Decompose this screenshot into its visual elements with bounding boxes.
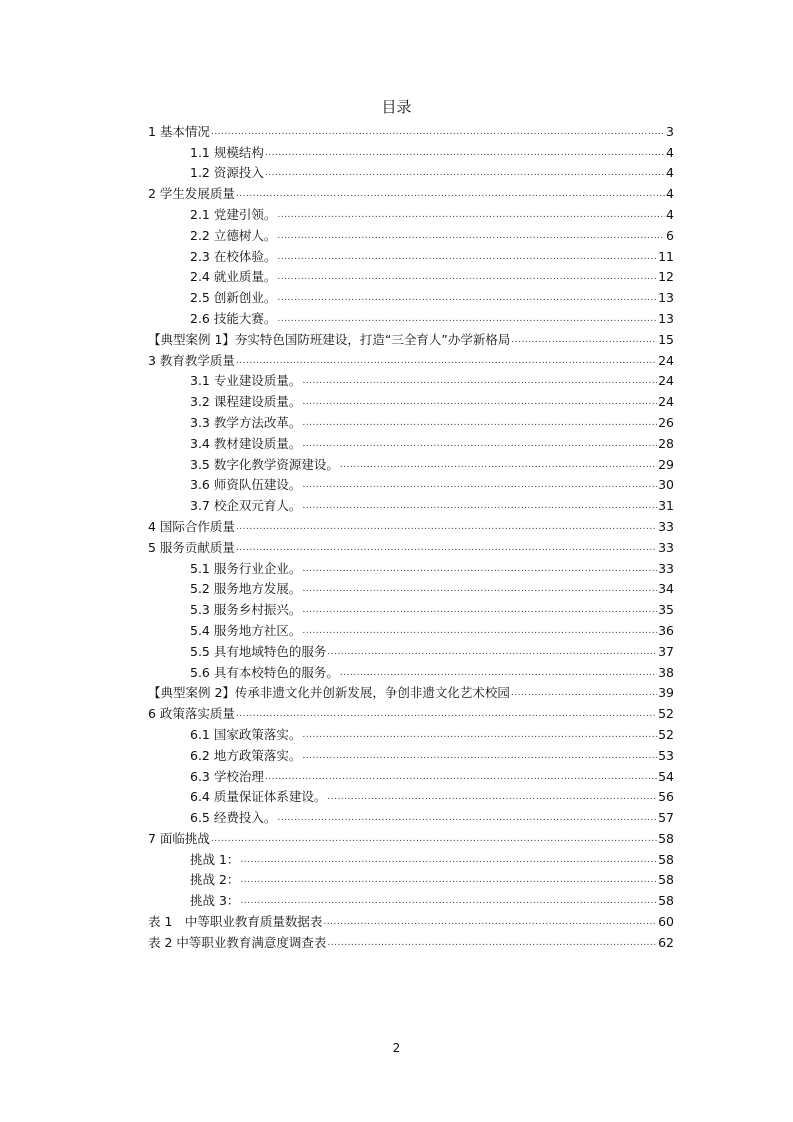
toc-entry-page: 58 [658,830,674,846]
toc-entry-page: 4 [666,144,674,160]
toc-entry-page: 54 [658,768,674,784]
toc-entry[interactable] [148,202,674,223]
toc-entry[interactable] [148,639,674,660]
toc-entry[interactable] [148,493,674,514]
toc-entry[interactable] [148,701,674,722]
toc-entry[interactable] [148,369,674,390]
toc-entry[interactable] [148,785,674,806]
toc-leader-dots [327,793,657,802]
toc-entry-page: 24 [658,352,674,368]
toc-entry-page: 52 [658,706,674,722]
toc-entry[interactable] [148,847,674,868]
toc-leader-dots [323,918,657,927]
table-of-contents [148,119,674,951]
toc-entry[interactable] [148,348,674,369]
toc-entry-label: 6.2 地方政策落实。 [190,747,302,763]
toc-entry-label: 3.2 课程建设质量。 [190,394,302,410]
toc-leader-dots [236,523,657,532]
toc-entry-page: 12 [658,269,674,285]
toc-leader-dots [236,357,657,366]
toc-entry-label: 3 教育教学质量 [148,352,235,368]
toc-entry-label: 2.4 就业质量。 [190,269,277,285]
toc-leader-dots [302,481,657,490]
toc-entry[interactable] [148,577,674,598]
toc-entry-label: 1 基本情况 [148,123,210,139]
toc-entry-page: 11 [658,248,674,264]
toc-entry-page: 3 [666,123,674,139]
toc-entry-page: 33 [658,560,674,576]
toc-entry[interactable] [148,223,674,244]
toc-entry-page: 26 [658,414,674,430]
toc-leader-dots [277,814,657,823]
toc-entry[interactable] [148,306,674,327]
toc-leader-dots [302,419,657,428]
toc-entry-page: 13 [658,290,674,306]
toc-title: 目录 [381,98,412,116]
toc-entry-label: 挑战 1： [190,851,240,867]
page-number: 2 [392,1041,401,1055]
toc-entry-label: 3.1 专业建设质量。 [190,373,302,389]
toc-entry-page: 13 [658,310,674,326]
toc-entry[interactable] [148,285,674,306]
toc-entry-page: 31 [658,498,674,514]
toc-entry[interactable] [148,181,674,202]
toc-entry[interactable] [148,722,674,743]
toc-entry-page: 33 [658,539,674,555]
toc-entry-page: 58 [658,851,674,867]
toc-entry-page: 33 [658,518,674,534]
toc-entry[interactable] [148,514,674,535]
toc-entry[interactable] [148,265,674,286]
toc-entry[interactable] [148,119,674,140]
toc-leader-dots [240,876,657,885]
toc-entry[interactable] [148,452,674,473]
toc-entry-label: 3.6 师资队伍建设。 [190,477,302,493]
toc-leader-dots [302,731,657,740]
toc-leader-dots [236,190,665,199]
toc-entry-label: 2.1 党建引领。 [190,206,277,222]
toc-entry-label: 3.4 教材建设质量。 [190,435,302,451]
toc-entry[interactable] [148,473,674,494]
toc-entry-page: 4 [666,206,674,222]
toc-leader-dots [340,669,657,678]
toc-leader-dots [240,856,657,865]
toc-leader-dots [302,398,657,407]
toc-leader-dots [277,294,657,303]
toc-entry-label: 2.6 技能大赛。 [190,310,277,326]
toc-leader-dots [302,752,657,761]
toc-entry-label: 3.5 数字化教学资源建设。 [190,456,339,472]
toc-entry-page: 30 [658,477,674,493]
toc-leader-dots [511,336,657,345]
toc-entry[interactable] [148,930,674,951]
toc-entry-page: 58 [658,893,674,909]
toc-entry[interactable] [148,743,674,764]
toc-leader-dots [277,253,657,262]
toc-entry[interactable] [148,410,674,431]
toc-leader-dots [265,773,657,782]
toc-entry-page: 62 [658,934,674,950]
toc-entry-label: 【典型案例 2】传承非遗文化并创新发展，争创非遗文化艺术校园 [148,685,510,701]
toc-leader-dots [265,169,665,178]
toc-entry-page: 6 [666,227,674,243]
toc-entry-page: 29 [658,456,674,472]
toc-entry[interactable] [148,868,674,889]
toc-entry-page: 36 [658,622,674,638]
toc-entry-page: 57 [658,810,674,826]
toc-entry-label: 5.1 服务行业企业。 [190,560,302,576]
toc-leader-dots [277,232,665,241]
toc-entry-label: 5.5 具有地域特色的服务 [190,643,327,659]
toc-entry-label: 2.2 立德树人。 [190,227,277,243]
toc-leader-dots [302,585,657,594]
toc-entry[interactable] [148,327,674,348]
toc-entry-page: 4 [666,165,674,181]
toc-leader-dots [302,440,657,449]
toc-leader-dots [302,502,657,511]
toc-leader-dots [511,689,657,698]
toc-leader-dots [302,606,657,615]
toc-entry-page: 34 [658,581,674,597]
toc-entry-label: 5.4 服务地方社区。 [190,622,302,638]
toc-entry-page: 28 [658,435,674,451]
toc-entry-page: 58 [658,872,674,888]
toc-entry-label: 挑战 2： [190,872,240,888]
toc-leader-dots [240,897,657,906]
toc-entry[interactable] [148,161,674,182]
toc-entry[interactable] [148,389,674,410]
toc-entry-page: 38 [658,664,674,680]
toc-entry[interactable] [148,764,674,785]
toc-entry-label: 3.7 校企双元育人。 [190,498,302,514]
toc-leader-dots [211,128,665,137]
toc-entry[interactable] [148,140,674,161]
toc-entry-label: 挑战 3： [190,893,240,909]
toc-entry[interactable] [148,909,674,930]
toc-entry-page: 37 [658,643,674,659]
toc-entry[interactable] [148,597,674,618]
toc-entry-label: 3.3 教学方法改革。 [190,414,302,430]
toc-leader-dots [211,835,657,844]
toc-entry[interactable] [148,431,674,452]
toc-leader-dots [236,544,657,553]
toc-entry-label: 2.3 在校体验。 [190,248,277,264]
toc-entry[interactable] [148,660,674,681]
toc-leader-dots [265,149,665,158]
toc-entry-label: 6.1 国家政策落实。 [190,726,302,742]
toc-leader-dots [302,377,657,386]
toc-leader-dots [277,315,657,324]
toc-entry-page: 56 [658,789,674,805]
toc-entry-page: 15 [658,331,674,347]
toc-entry-label: 【典型案例 1】夯实特色国防班建设，打造“三全育人”办学新格局 [148,331,511,347]
toc-entry-page: 24 [658,373,674,389]
toc-entry-label: 5.2 服务地方发展。 [190,581,302,597]
toc-entry-label: 表 1 中等职业教育质量数据表 [148,914,323,930]
toc-entry-label: 表 2 中等职业教育满意度调查表 [148,934,327,950]
toc-entry-label: 7 面临挑战 [148,830,210,846]
toc-entry-page: 24 [658,394,674,410]
toc-entry[interactable] [148,826,674,847]
toc-leader-dots [302,627,657,636]
toc-entry-page: 53 [658,747,674,763]
toc-leader-dots [236,710,657,719]
toc-entry[interactable] [148,556,674,577]
toc-entry-label: 2.5 创新创业。 [190,290,277,306]
toc-entry[interactable] [148,244,674,265]
toc-entry[interactable] [148,681,674,702]
toc-leader-dots [277,273,657,282]
toc-entry-label: 6.4 质量保证体系建设。 [190,789,327,805]
toc-entry-label: 6 政策落实质量 [148,706,235,722]
toc-entry-label: 5.3 服务乡村振兴。 [190,602,302,618]
toc-leader-dots [302,565,657,574]
toc-leader-dots [327,648,657,657]
toc-entry-page: 39 [658,685,674,701]
toc-entry-label: 2 学生发展质量 [148,186,235,202]
toc-entry-label: 5.6 具有本校特色的服务。 [190,664,339,680]
toc-entry-label: 6.5 经费投入。 [190,810,277,826]
toc-leader-dots [340,461,657,470]
toc-entry[interactable] [148,888,674,909]
toc-entry-page: 60 [658,914,674,930]
toc-leader-dots [277,211,665,220]
toc-entry[interactable] [148,535,674,556]
toc-entry-label: 5 服务贡献质量 [148,539,235,555]
toc-entry-label: 1.2 资源投入 [190,165,264,181]
toc-entry-label: 1.1 规模结构 [190,144,264,160]
toc-entry-page: 35 [658,602,674,618]
toc-entry-label: 6.3 学校治理 [190,768,264,784]
toc-entry[interactable] [148,618,674,639]
toc-entry-page: 4 [666,186,674,202]
toc-entry[interactable] [148,805,674,826]
toc-entry-page: 52 [658,726,674,742]
toc-entry-label: 4 国际合作质量 [148,518,235,534]
toc-leader-dots [327,939,657,948]
